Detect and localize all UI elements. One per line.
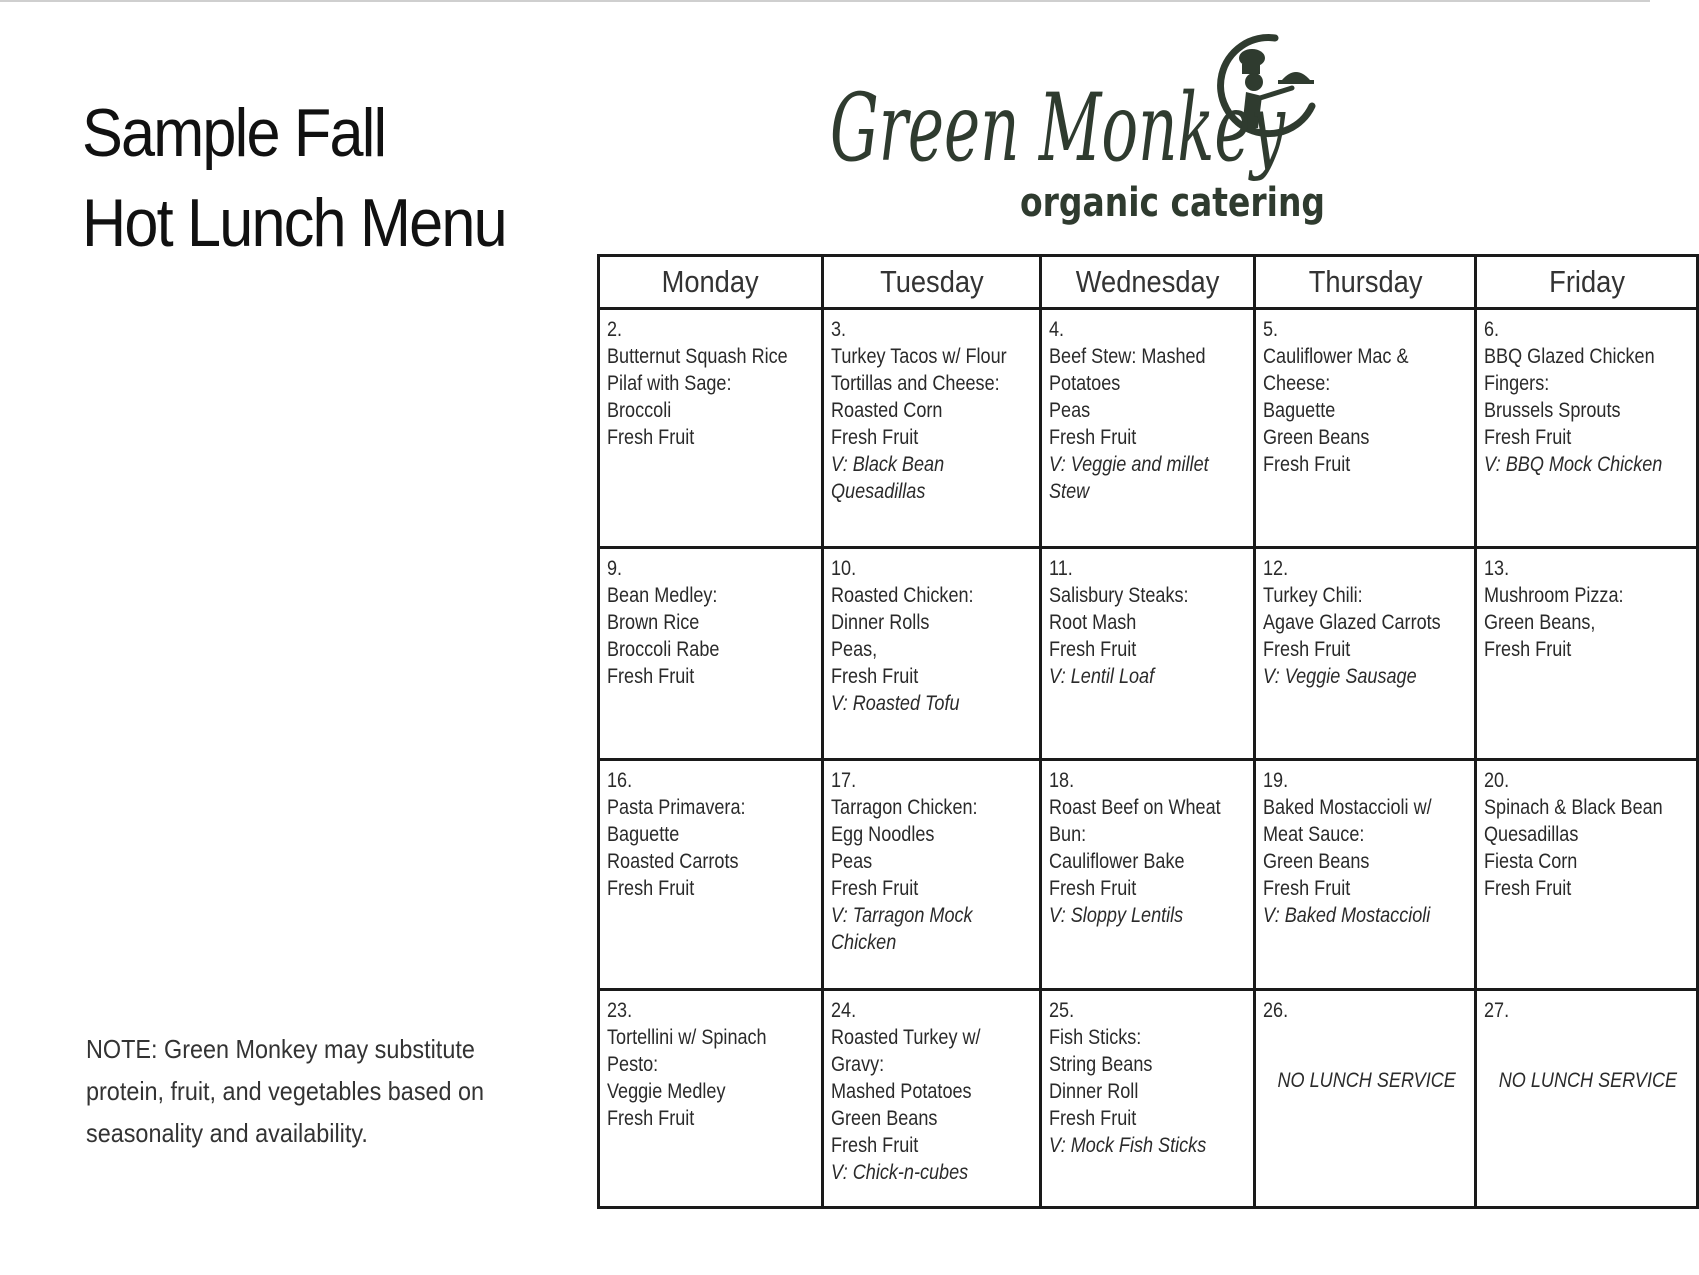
menu-item: Fresh Fruit xyxy=(831,426,919,449)
no-lunch-notice: NO LUNCH SERVICE xyxy=(1499,1069,1678,1092)
menu-item: Baked Mostaccioli w/ xyxy=(1262,796,1432,819)
menu-item: Green Beans xyxy=(1262,426,1370,449)
menu-item: Fresh Fruit xyxy=(1484,638,1572,661)
day-date: 19. xyxy=(1262,769,1289,792)
day-date: 26. xyxy=(1262,999,1289,1022)
title-line-1: Sample Fall xyxy=(82,95,386,171)
menu-item: Mashed Potatoes xyxy=(831,1080,972,1103)
menu-item: Peas, xyxy=(831,638,878,661)
vegetarian-option: V: Veggie Sausage xyxy=(1262,665,1417,688)
day-cell xyxy=(1476,990,1698,1208)
day-cell xyxy=(1041,309,1255,548)
day-cell xyxy=(1476,548,1698,760)
vegetarian-option: V: Mock Fish Sticks xyxy=(1049,1134,1207,1157)
menu-item: Baguette xyxy=(1262,399,1336,422)
menu-item: Fresh Fruit xyxy=(607,1107,695,1130)
menu-item: Mushroom Pizza: xyxy=(1484,584,1624,607)
vegetarian-option: Quesadillas xyxy=(831,480,926,503)
green-monkey-logo xyxy=(830,18,1370,238)
day-cell xyxy=(1254,548,1475,760)
menu-item: Brussels Sprouts xyxy=(1484,399,1621,422)
day-cell xyxy=(599,760,823,990)
vegetarian-option: V: Veggie and millet xyxy=(1049,453,1209,476)
menu-item: Butternut Squash Rice xyxy=(607,345,788,368)
day-cell xyxy=(1476,309,1698,548)
menu-item: Tortellini w/ Spinach xyxy=(607,1026,767,1049)
day-cell xyxy=(1254,309,1475,548)
menu-item: Fiesta Corn xyxy=(1484,850,1578,873)
day-date: 16. xyxy=(607,769,633,792)
day-date: 10. xyxy=(831,557,857,580)
menu-item: Roasted Turkey w/ xyxy=(831,1026,981,1049)
vegetarian-option: V: BBQ Mock Chicken xyxy=(1484,453,1663,476)
menu-item: Beef Stew: Mashed xyxy=(1049,345,1206,368)
day-cell xyxy=(1041,990,1255,1208)
day-date: 18. xyxy=(1049,769,1075,792)
menu-item: Fresh Fruit xyxy=(831,1134,919,1157)
header-wednesday: Wednesday xyxy=(1041,256,1255,309)
menu-item: Gravy: xyxy=(831,1053,885,1076)
menu-item: Fresh Fruit xyxy=(607,426,695,449)
menu-item: String Beans xyxy=(1049,1053,1153,1076)
menu-item: Fresh Fruit xyxy=(1262,877,1351,900)
header-friday: Friday xyxy=(1476,256,1698,309)
header-tuesday: Tuesday xyxy=(823,256,1041,309)
weekday-header-row xyxy=(599,256,1698,309)
vegetarian-option: V: Sloppy Lentils xyxy=(1049,904,1184,927)
menu-item: Peas xyxy=(831,850,873,873)
menu-item: Agave Glazed Carrots xyxy=(1262,611,1441,634)
substitution-note: NOTE: Green Monkey may substitute protein, fruit, and vegetables based on seasonality and availability. xyxy=(86,1034,485,1148)
week-row xyxy=(599,760,1698,990)
menu-item: Salisbury Steaks: xyxy=(1049,584,1189,607)
menu-item: Fresh Fruit xyxy=(1484,426,1572,449)
menu-item: Potatoes xyxy=(1049,372,1121,395)
menu-item: Dinner Rolls xyxy=(831,611,930,634)
menu-item: Fresh Fruit xyxy=(1049,426,1137,449)
day-date: 23. xyxy=(607,999,633,1022)
day-date: 4. xyxy=(1049,318,1065,341)
menu-item: Green Beans xyxy=(1262,850,1370,873)
day-date: 17. xyxy=(831,769,857,792)
menu-item: Pilaf with Sage: xyxy=(607,372,732,395)
menu-item: Fingers: xyxy=(1484,372,1550,395)
menu-item: Broccoli xyxy=(607,399,672,422)
day-cell xyxy=(823,548,1041,760)
day-date: 20. xyxy=(1484,769,1510,792)
day-cell xyxy=(823,309,1041,548)
day-cell xyxy=(1041,760,1255,990)
menu-item: Egg Noodles xyxy=(831,823,935,846)
vegetarian-option: Stew xyxy=(1049,480,1090,503)
menu-item: Roasted Carrots xyxy=(607,850,739,873)
day-date: 24. xyxy=(831,999,857,1022)
vegetarian-option: Chicken xyxy=(831,931,897,954)
page-title xyxy=(82,88,506,268)
menu-item: Pasta Primavera: xyxy=(607,796,746,819)
menu-item: Bun: xyxy=(1049,823,1087,846)
day-date: 11. xyxy=(1049,557,1074,580)
menu-item: Fish Sticks: xyxy=(1049,1026,1142,1049)
logo-brand-text: Green Monkey xyxy=(830,74,1287,183)
day-date: 13. xyxy=(1484,557,1510,580)
menu-item: Fresh Fruit xyxy=(1484,877,1572,900)
vegetarian-option: V: Lentil Loaf xyxy=(1049,665,1155,688)
day-date: 9. xyxy=(607,557,623,580)
menu-item: Fresh Fruit xyxy=(607,665,695,688)
menu-item: Broccoli Rabe xyxy=(607,638,720,661)
lunch-menu-calendar xyxy=(597,254,1699,1209)
menu-item: Veggie Medley xyxy=(607,1080,726,1103)
logo-tagline-text: organic catering xyxy=(1020,180,1325,226)
day-cell xyxy=(599,309,823,548)
menu-item: Fresh Fruit xyxy=(831,665,919,688)
day-cell xyxy=(599,548,823,760)
menu-item: Cauliflower Mac & xyxy=(1262,345,1409,368)
menu-item: Fresh Fruit xyxy=(607,877,695,900)
menu-item: Roast Beef on Wheat xyxy=(1049,796,1222,819)
top-border-line xyxy=(0,0,1650,2)
menu-item: Quesadillas xyxy=(1484,823,1579,846)
day-date: 3. xyxy=(831,318,847,341)
day-cell xyxy=(823,990,1041,1208)
menu-item: Fresh Fruit xyxy=(831,877,919,900)
menu-item: Fresh Fruit xyxy=(1262,453,1351,476)
week-row xyxy=(599,990,1698,1208)
menu-item: Turkey Tacos w/ Flour xyxy=(831,345,1007,368)
vegetarian-option: V: Black Bean xyxy=(831,453,945,476)
header-monday: Monday xyxy=(599,256,823,309)
menu-item: Roasted Corn xyxy=(831,399,943,422)
menu-item: Turkey Chili: xyxy=(1262,584,1363,607)
vegetarian-option: V: Roasted Tofu xyxy=(831,692,960,715)
week-row xyxy=(599,548,1698,760)
header-thursday: Thursday xyxy=(1254,256,1475,309)
menu-item: Bean Medley: xyxy=(607,584,718,607)
day-cell xyxy=(599,990,823,1208)
menu-item: BBQ Glazed Chicken xyxy=(1484,345,1655,368)
day-cell xyxy=(823,760,1041,990)
menu-item: Meat Sauce: xyxy=(1262,823,1365,846)
day-cell xyxy=(1041,548,1255,760)
day-date: 2. xyxy=(607,318,623,341)
menu-item: Cauliflower Bake xyxy=(1049,850,1185,873)
day-cell xyxy=(1254,760,1475,990)
menu-item: Baguette xyxy=(607,823,680,846)
vegetarian-option: V: Baked Mostaccioli xyxy=(1262,904,1431,927)
menu-item: Cheese: xyxy=(1262,372,1331,395)
day-date: 5. xyxy=(1262,318,1279,341)
day-date: 6. xyxy=(1484,318,1500,341)
day-date: 25. xyxy=(1049,999,1075,1022)
menu-item: Green Beans xyxy=(831,1107,938,1130)
menu-item: Brown Rice xyxy=(607,611,700,634)
menu-item: Peas xyxy=(1049,399,1091,422)
menu-item: Fresh Fruit xyxy=(1049,1107,1137,1130)
menu-item: Dinner Roll xyxy=(1049,1080,1139,1103)
menu-item: Tarragon Chicken: xyxy=(831,796,978,819)
title-line-2: Hot Lunch Menu xyxy=(82,185,506,261)
menu-item: Pesto: xyxy=(607,1053,659,1076)
menu-item: Root Mash xyxy=(1049,611,1137,634)
vegetarian-option: V: Tarragon Mock xyxy=(831,904,973,927)
menu-item: Roasted Chicken: xyxy=(831,584,974,607)
day-date: 12. xyxy=(1262,557,1289,580)
menu-item: Green Beans, xyxy=(1484,611,1596,634)
day-date: 27. xyxy=(1484,999,1510,1022)
no-lunch-notice: NO LUNCH SERVICE xyxy=(1277,1069,1456,1092)
day-cell xyxy=(1476,760,1698,990)
day-cell xyxy=(1254,990,1475,1208)
menu-item: Spinach & Black Bean xyxy=(1484,796,1664,819)
menu-item: Fresh Fruit xyxy=(1262,638,1351,661)
menu-item: Tortillas and Cheese: xyxy=(831,372,1000,395)
vegetarian-option: V: Chick-n-cubes xyxy=(831,1161,969,1184)
menu-item: Fresh Fruit xyxy=(1049,638,1137,661)
week-row xyxy=(599,309,1698,548)
menu-item: Fresh Fruit xyxy=(1049,877,1137,900)
